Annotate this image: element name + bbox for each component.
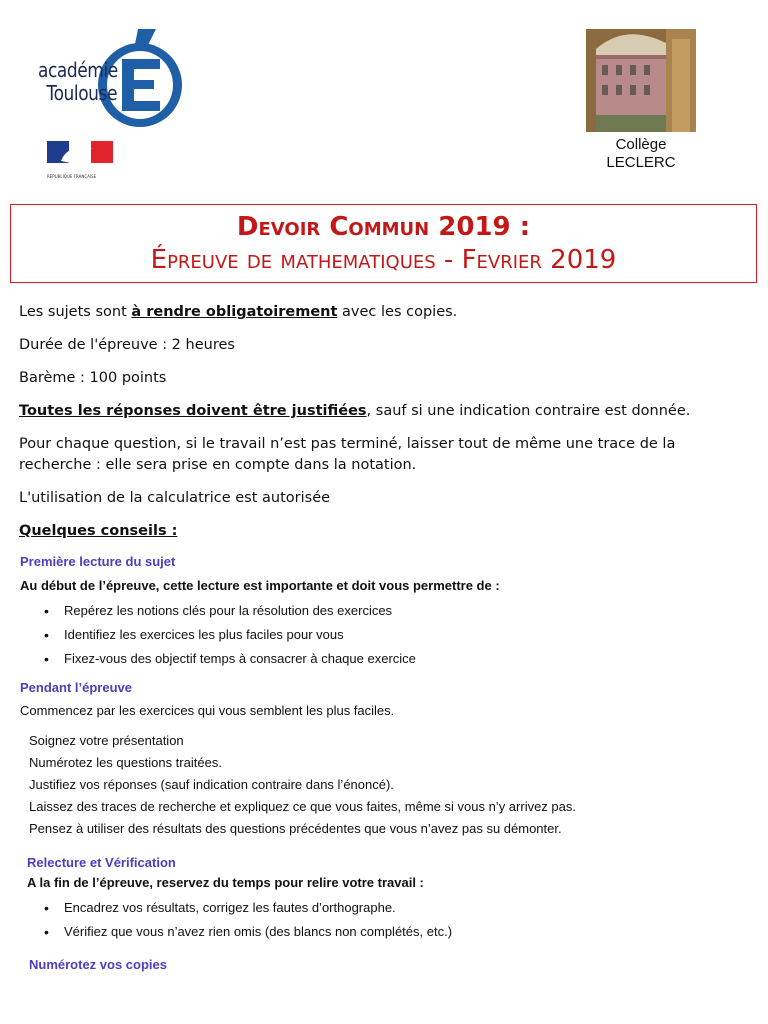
instruction-duration: Durée de l'épreuve : 2 heures <box>19 337 235 353</box>
list-item: • Encadrez vos résultats, corrigez les fautes d’orthographe. <box>64 896 750 920</box>
instruction-trace: Pour chaque question, si le travail n’est pas terminé, laisser tout de même une trace de la recherche : elle sera prise en compte dans la notation. <box>19 436 676 473</box>
instruction-justify: Toutes les réponses doivent être justifiées, sauf si une indication contraire est donnée. <box>19 403 691 419</box>
list-item: Pensez à utiliser des résultats des questions précédentes que vous n’avez pas su démonter. <box>29 821 562 836</box>
instruction-calculator: L'utilisation de la calculatrice est autorisée <box>19 490 331 506</box>
list-item: • Fixez-vous des objectif temps à consacrer à chaque exercice <box>64 647 750 671</box>
republique-caption: RÉPUBLIQUE FRANÇAISE <box>47 174 97 179</box>
section-intro-review: A la fin de l’épreuve, reservez du temps pour relire votre travail : <box>27 875 424 890</box>
list-item: • Vérifiez que vous n’avez rien omis (des blancs non complétés, etc.) <box>64 920 750 944</box>
section-heading-number-copies: Numérotez vos copies <box>29 957 167 972</box>
college-block <box>586 29 696 172</box>
list-item: Numérotez les questions traitées. <box>29 755 222 770</box>
academie-toulouse-logo <box>36 25 188 129</box>
advice-section <box>20 553 750 974</box>
title-line2: Épreuve de mathematiques - Fevrier 2019 <box>150 245 617 275</box>
college-name-line2: LECLERC <box>606 154 676 171</box>
college-building-photo <box>586 29 696 132</box>
title-line1: Devoir Commun 2019 : <box>236 212 531 242</box>
title-box <box>10 204 757 283</box>
list-item: • Identifiez les exercices les plus faciles pour vous <box>64 623 750 647</box>
instruction-submission: Les sujets sont à rendre obligatoirement avec les copies. <box>19 304 458 320</box>
list-item: • Repérez les notions clés pour la résolution des exercices <box>64 599 750 623</box>
emphasis-justify: Toutes les réponses doivent être justifiées <box>19 403 367 419</box>
list-item: Soignez votre présentation <box>29 733 184 748</box>
marianne-flag-icon <box>47 141 113 171</box>
advice-heading: Quelques conseils : <box>19 523 178 539</box>
section-intro-during-exam: Commencez par les exercices qui vous semblent les plus faciles. <box>20 703 395 718</box>
section-heading-review: Relecture et Vérification <box>27 855 176 870</box>
list-item: Laissez des traces de recherche et expliquez ce que vous faites, même si vous n’y arrivez pas. <box>29 799 576 814</box>
section-heading-first-reading: Première lecture du sujet <box>20 554 176 569</box>
instructions <box>19 302 749 554</box>
first-reading-list <box>20 599 750 671</box>
emphasis-submission: à rendre obligatoirement <box>131 304 338 320</box>
academie-logo-line2: Toulouse <box>46 81 117 105</box>
list-item: Justifiez vos réponses (sauf indication contraire dans l’énoncé). <box>29 777 394 792</box>
instruction-scale: Barème : 100 points <box>19 370 167 386</box>
section-heading-during-exam: Pendant l’épreuve <box>20 680 132 695</box>
republique-francaise-logo <box>47 141 113 181</box>
review-list <box>20 896 750 944</box>
section-intro-first-reading: Au début de l’épreuve, cette lecture est importante et doit vous permettre de : <box>20 578 500 593</box>
academie-logo-line1: académie <box>38 58 118 82</box>
college-name-line1: Collège <box>615 136 667 153</box>
